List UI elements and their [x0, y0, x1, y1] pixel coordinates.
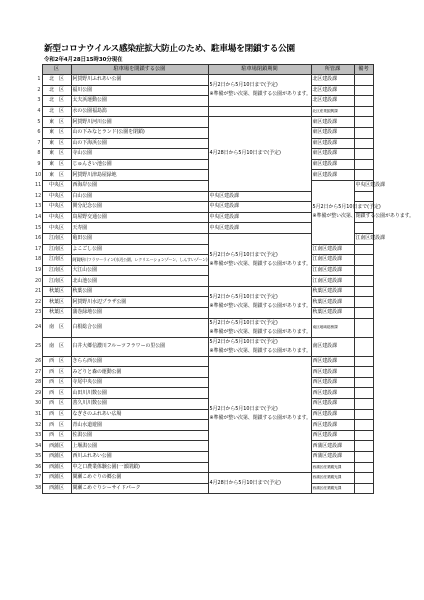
ward-cell: 西蒲区 [42, 483, 71, 494]
period-cell: 4月28日から5月10日まで(予定) [208, 117, 311, 191]
note-cell [354, 149, 373, 160]
dept-cell: 南区地域総務課 [311, 318, 354, 337]
header-park: 駐車場を閉鎖する公園 [71, 65, 208, 75]
park-name-cell: じゅんさい池公園 [71, 159, 208, 170]
park-name-cell: 秋葉公園 [71, 286, 208, 297]
park-name-cell: 北山池公園 [71, 276, 208, 287]
table-row [34, 180, 373, 191]
table-row [34, 430, 373, 441]
dept-cell: 南区建設課 [311, 337, 354, 356]
park-name-cell: 天寿園 [71, 223, 208, 234]
row-number: 3 [37, 97, 41, 104]
ward-cell: 中央区 [42, 202, 71, 213]
row-number: 1 [37, 76, 41, 83]
period-cell: 5月2日から5月10日まで(予定) ※準備が整い次第、閉鎖する公園があります。 [208, 356, 311, 473]
park-name-cell: 阿賀野川水辺プラザ公園 [71, 297, 208, 308]
table-row [34, 297, 373, 308]
dept-cell: 中央区建設課 [208, 223, 311, 234]
note-cell [354, 117, 373, 128]
park-name-cell: 西川ふれあい公園 [71, 452, 208, 463]
period-cell: 5月2日から5月10日まで(予定) ※準備が整い次第、閉鎖する公園があります。 [311, 180, 354, 244]
note-cell [354, 297, 373, 308]
ward-cell: 秋葉区 [42, 297, 71, 308]
park-name-cell: 臼井大郷信濃川フルーツフラワーの里公園 [71, 337, 208, 356]
dept-cell: 東区建設課 [311, 149, 354, 160]
park-name-cell: 阿賀野川河川公園 [71, 117, 208, 128]
ward-cell: 西 区 [42, 367, 71, 378]
ward-cell: 東 区 [42, 138, 71, 149]
dept-cell: 江南区建設課 [311, 244, 354, 255]
dept-cell: 西区建設課 [311, 430, 354, 441]
ward-cell: 北 区 [42, 106, 71, 117]
park-name-cell: 青山水道遊園 [71, 420, 208, 431]
row-number: 32 [35, 421, 42, 428]
park-name-cell: 白根総合公園 [71, 318, 208, 337]
header-period: 駐車場閉鎖期間 [208, 65, 311, 75]
dept-cell: 西区建設課 [311, 356, 354, 367]
park-name-cell: 亀田公園 [71, 233, 208, 244]
note-cell [354, 223, 373, 234]
note-cell [354, 462, 373, 473]
row-number: 11 [35, 182, 42, 189]
dept-cell: 西蒲区産業観光課 [311, 462, 354, 473]
ward-cell: 秋葉区 [42, 286, 71, 297]
note-cell [354, 356, 373, 367]
note-cell [354, 318, 373, 337]
ward-cell: 江南区 [42, 244, 71, 255]
ward-cell: 東 区 [42, 170, 71, 181]
row-number: 24 [35, 324, 42, 331]
table-row [34, 441, 373, 452]
dept-cell: 東区建設課 [311, 127, 354, 138]
dept-cell: 中央区建設課 [354, 180, 373, 191]
note-cell [354, 265, 373, 276]
dept-cell: 西蒲区産業観光課 [311, 473, 354, 484]
park-name-cell: 福川公園 [71, 85, 208, 96]
park-name-cell: みどりと森の運動公園 [71, 367, 208, 378]
dept-cell: 東区建設課 [311, 159, 354, 170]
header-number [34, 65, 42, 75]
dept-cell: 西区建設課 [311, 377, 354, 388]
ward-cell: 江南区 [42, 233, 71, 244]
table-row [34, 138, 373, 149]
row-number: 6 [37, 129, 41, 136]
ward-cell: 西 区 [42, 430, 71, 441]
dept-cell: 西蒲区産業観光課 [311, 483, 354, 494]
dept-cell: 中央区建設課 [208, 191, 311, 202]
note-cell [354, 85, 373, 96]
row-number: 18 [35, 256, 42, 263]
table-row [34, 75, 373, 86]
ward-cell: 西 区 [42, 356, 71, 367]
ward-cell: 西蒲区 [42, 473, 71, 484]
park-name-cell: 佐潟公園 [71, 430, 208, 441]
ward-cell: 東 区 [42, 117, 71, 128]
table-row [34, 117, 373, 128]
dept-cell: 北区建設課 [311, 85, 354, 96]
table-row [34, 337, 373, 356]
park-name-cell: 寺山公園 [71, 149, 208, 160]
row-number: 14 [35, 214, 42, 221]
dept-cell: 秋葉区建設課 [311, 308, 354, 319]
row-number: 4 [37, 108, 41, 115]
row-number: 36 [35, 463, 42, 470]
row-number: 10 [35, 171, 42, 178]
ward-cell: 西 区 [42, 409, 71, 420]
note-cell [354, 138, 373, 149]
table-row [34, 286, 373, 297]
note-cell [354, 106, 373, 117]
dept-cell: 東区建設課 [311, 117, 354, 128]
dept-cell: 中央区建設課 [208, 212, 311, 223]
note-cell [354, 388, 373, 399]
period-cell: 4月28日から5月10日まで(予定) [208, 473, 311, 494]
park-name-cell: 中之口農業体験公園(一部閉鎖) [71, 462, 208, 473]
note-cell [354, 244, 373, 255]
row-number: 2 [37, 86, 41, 93]
ward-cell: 西蒲区 [42, 462, 71, 473]
ward-cell: 北 区 [42, 96, 71, 107]
note-cell [354, 377, 373, 388]
dept-cell: 秋葉区建設課 [311, 286, 354, 297]
park-name-cell: 白山公園 [71, 191, 208, 202]
park-name-cell: 阿賀野川ふれあい公園 [71, 75, 208, 86]
note-cell [354, 127, 373, 138]
ward-cell: 江南区 [42, 276, 71, 287]
ward-cell: 東 区 [42, 127, 71, 138]
period-cell [208, 106, 311, 117]
ward-cell: 江南区 [42, 265, 71, 276]
dept-cell: 北区産業振興課 [311, 106, 354, 117]
note-cell [354, 191, 373, 202]
park-name-cell: 山田川川数公園 [71, 388, 208, 399]
ward-cell: 秋葉区 [42, 308, 71, 319]
table-row [34, 255, 373, 266]
row-number: 13 [35, 203, 42, 210]
period-cell: 5月2日から5月10日まで(予定) ※準備が整い次第、閉鎖する公園があります。 [208, 286, 311, 318]
ward-cell: 西 区 [42, 420, 71, 431]
row-number: 23 [35, 309, 42, 316]
row-number: 9 [37, 161, 41, 168]
ward-cell: 西 区 [42, 377, 71, 388]
table-row [34, 388, 373, 399]
note-cell [354, 255, 373, 266]
table-row [34, 399, 373, 410]
park-name-cell: 太夫浜運動公園 [71, 96, 208, 107]
row-number: 22 [35, 298, 42, 305]
park-name-cell: 関分記念公園 [71, 202, 208, 213]
ward-cell: 西蒲区 [42, 441, 71, 452]
row-number: 20 [35, 277, 42, 284]
park-name-cell: 鳥屋野交通公園 [71, 212, 208, 223]
header-ward: 区 [42, 65, 71, 75]
as-of-date: 令和2年4月28日15時30分現在 [44, 57, 123, 63]
ward-cell: 北 区 [42, 75, 71, 86]
row-number: 30 [35, 400, 42, 407]
table-row [34, 127, 373, 138]
note-cell [354, 473, 373, 484]
table-row [34, 170, 373, 181]
note-cell [354, 420, 373, 431]
table-row [34, 85, 373, 96]
note-cell [354, 441, 373, 452]
ward-cell: 西 区 [42, 399, 71, 410]
dept-cell: 江南区建設課 [354, 233, 373, 244]
table-row [34, 308, 373, 319]
period-cell: 5月2日から5月10日まで(予定) ※準備が整い次第、閉鎖する公園があります。 [208, 318, 311, 337]
ward-cell: 中央区 [42, 191, 71, 202]
row-number: 25 [35, 343, 42, 350]
row-number: 28 [35, 379, 42, 386]
ward-cell: 東 区 [42, 149, 71, 160]
ward-cell: 東 区 [42, 159, 71, 170]
table-row [34, 106, 373, 117]
table-row [34, 149, 373, 160]
table-row [34, 473, 373, 484]
table-row [34, 276, 373, 287]
dept-cell: 西区建設課 [311, 399, 354, 410]
note-cell [354, 452, 373, 463]
note-cell [354, 337, 373, 356]
ward-cell: 西 区 [42, 388, 71, 399]
table-body [34, 75, 415, 494]
row-number: 27 [35, 368, 42, 375]
page-title: 新型コロナウイルス感染症拡大防止のため、駐車場を閉鎖する公園 [44, 44, 295, 54]
row-number: 34 [35, 442, 42, 449]
row-number: 7 [37, 139, 41, 146]
park-name-cell: 山の下みなとランド(公園を閉鎖) [71, 127, 208, 138]
note-cell [354, 159, 373, 170]
park-name-cell: 上堰潟公園 [71, 441, 208, 452]
park-name-cell: 間瀬こめぐりシーサイドパーク [71, 483, 208, 494]
note-cell [354, 96, 373, 107]
table-row [34, 462, 373, 473]
table-header-row [34, 65, 373, 75]
dept-cell: 東区建設課 [311, 170, 354, 181]
table-row [34, 420, 373, 431]
park-name-cell: 水の公園福島潟 [71, 106, 208, 117]
header-note: 備考 [354, 65, 373, 75]
note-cell [354, 367, 373, 378]
dept-cell: 江南区建設課 [311, 255, 354, 266]
period-cell: 5月2日から5月10日まで(予定) ※準備が整い次第、閉鎖する公園があります。 [208, 337, 311, 356]
table-row [34, 409, 373, 420]
note-cell [354, 75, 373, 86]
row-number: 5 [37, 118, 41, 125]
park-name-cell: 蒲巻緑地公園 [71, 308, 208, 319]
row-number: 16 [35, 235, 42, 242]
ward-cell: 江南区 [42, 255, 71, 266]
ward-cell: 北 区 [42, 85, 71, 96]
period-cell: 5月2日から5月10日まで(予定) ※準備が整い次第、閉鎖する公園があります。 [208, 75, 311, 107]
row-number: 37 [35, 474, 42, 481]
park-name-cell: よこごし公園 [71, 244, 208, 255]
table-row [34, 159, 373, 170]
park-name-cell: 大江山公園 [71, 265, 208, 276]
table-row [34, 483, 373, 494]
table-row [34, 318, 373, 337]
row-number: 35 [35, 453, 42, 460]
dept-cell: 江南区建設課 [311, 265, 354, 276]
row-number: 38 [35, 485, 42, 492]
dept-cell: 西蒲区建設課 [311, 452, 354, 463]
park-table [34, 64, 415, 494]
dept-cell: 中央区建設課 [208, 202, 311, 213]
table-row [34, 265, 373, 276]
park-name-cell: 西海岸公園 [71, 180, 208, 191]
row-number: 29 [35, 389, 42, 396]
table-row [34, 377, 373, 388]
dept-cell: 西蒲区建設課 [311, 441, 354, 452]
ward-cell: 南 区 [42, 337, 71, 356]
row-number: 33 [35, 432, 42, 439]
dept-cell: 西区建設課 [311, 420, 354, 431]
dept-cell: 北区建設課 [311, 96, 354, 107]
dept-cell: 江南区建設課 [311, 276, 354, 287]
ward-cell: 中央区 [42, 223, 71, 234]
dept-cell: 東区建設課 [311, 138, 354, 149]
row-number: 19 [35, 266, 42, 273]
row-number: 31 [35, 410, 42, 417]
ward-cell: 南 区 [42, 318, 71, 337]
table-row [34, 356, 373, 367]
note-cell [354, 286, 373, 297]
table-row [34, 367, 373, 378]
park-name-cell: きらら西公園 [71, 356, 208, 367]
park-name-cell: 阿賀野川フラワーライン(水辺公園、レクリエーションゾーン、しんすいゾーン) [71, 255, 208, 266]
park-name-cell: 阿賀野川津島屋緑地 [71, 170, 208, 181]
note-cell [354, 308, 373, 319]
park-name-cell: 善久川川数公園 [71, 399, 208, 410]
park-name-cell: 間瀬こめぐりの郷公園 [71, 473, 208, 484]
row-number: 12 [35, 192, 42, 199]
dept-cell: 秋葉区建設課 [311, 297, 354, 308]
table-row [34, 96, 373, 107]
row-number: 15 [35, 224, 42, 231]
header-dept: 所管課 [311, 65, 354, 75]
ward-cell: 中央区 [42, 212, 71, 223]
row-number: 17 [35, 245, 42, 252]
period-cell: 5月2日から5月10日まで(予定) ※準備が整い次第、閉鎖する公園があります。 [208, 233, 311, 286]
note-cell [354, 483, 373, 494]
note-cell [354, 409, 373, 420]
dept-cell: 西区建設課 [311, 388, 354, 399]
note-cell [354, 276, 373, 287]
row-number: 26 [35, 357, 42, 364]
dept-cell: 北区建設課 [311, 75, 354, 86]
ward-cell: 中央区 [42, 180, 71, 191]
park-name-cell: 山の下海浜公園 [71, 138, 208, 149]
dept-cell: 西区建設課 [311, 367, 354, 378]
park-name-cell: なぎさのふれあい広場 [71, 409, 208, 420]
table-row [34, 244, 373, 255]
note-cell [354, 430, 373, 441]
ward-cell: 西蒲区 [42, 452, 71, 463]
row-number: 21 [35, 288, 42, 295]
table-row [34, 452, 373, 463]
dept-cell: 西区建設課 [311, 409, 354, 420]
note-cell [354, 170, 373, 181]
park-name-cell: 寺尾中央公園 [71, 377, 208, 388]
note-cell [354, 399, 373, 410]
row-number: 8 [37, 150, 41, 157]
